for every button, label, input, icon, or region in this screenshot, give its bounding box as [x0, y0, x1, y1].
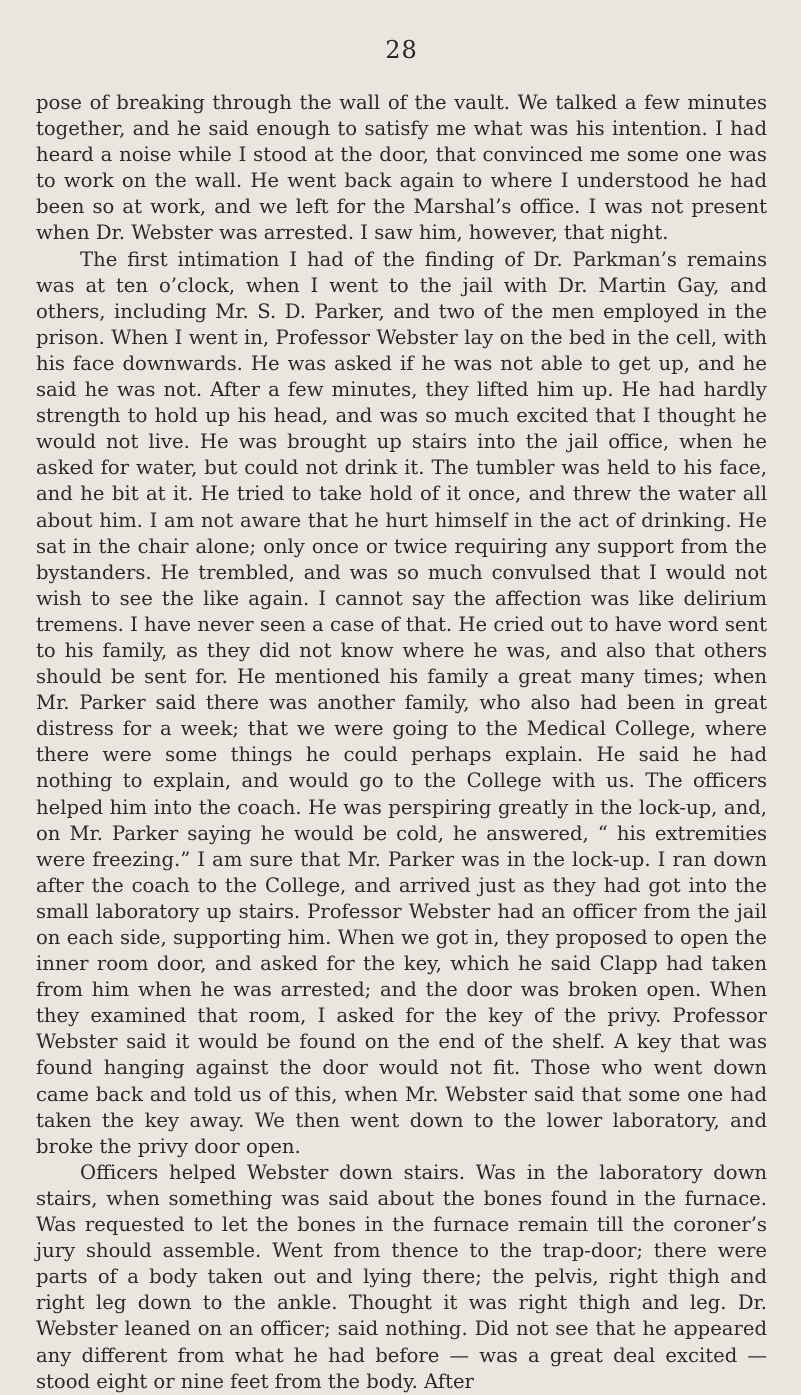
page-body-text	[36, 90, 767, 1395]
paragraph-3: Officers helped Webster down stairs. Was in the laboratory down stairs, when something was said about the bones found in the furnace. Was requested to let the bones in the furnace remain till the coroner’s jury should assemble. Went from thence to the trap-door; there were parts of a body taken out and lying there; the pelvis, right thigh and right leg down to the ankle. Thought it was right thigh and leg. Dr. Webster leaned on an officer; said nothing. Did not see that he appeared any different from what he had before — was a great deal excited — stood eight or nine feet from the body. After	[36, 1160, 767, 1393]
page-number: 28	[385, 36, 418, 64]
paragraph-2: The first intimation I had of the finding of Dr. Parkman’s remains was at ten o’clock, when I went to the jail with Dr. Martin Gay, and others, including Mr. S. D. Parker, and two of the men employed in the prison. When I went in, Professor Webster lay on the bed in the cell, with his face downwards. He was asked if he was not able to get up, and he said he was not. After a few minutes, they lifted him up. He had hardly strength to hold up his head, and was so much excited that I thought he would not live. He was brought up stairs into the jail office, when he asked for water, but could not drink it. The tumbler was held to his face, and he bit at it. He tried to take hold of it once, and threw the water all about him. I am not aware that he hurt himself in the act of drinking. He sat in the chair alone; only once or twice requiring any support from the bystanders. He trembled, and was so much convulsed that I would not wish to see the like again. I cannot say the affection was like delirium tremens. I have never seen a case of that. He cried out to have word sent to his family, as they did not know where he was, and also that others should be sent for. He mentioned his family a great many times; when Mr. Parker said there was another family, who also had been in great distress for a week; that we were going to the Medical College, where there were some things he could perhaps explain. He said he had nothing to explain, and would go to the College with us. The officers helped him into the coach. He was perspiring greatly in the lock-up, and, on Mr. Parker saying he would be cold, he answered, “ his extremities were freezing.” I am sure that Mr. Parker was in the lock-up. I ran down after the coach to the College, and arrived just as they had got into the small laboratory up stairs. Professor Webster had an officer from the jail on each side, supporting him. When we got in, they proposed to open the inner room door, and asked for the key, which he said Clapp had taken from him when he was arrested; and the door was broken open. When they examined that room, I asked for the key of the privy. Professor Webster said it would be found on the end of the shelf. A key that was found hanging against the door would not fit. Those who went down came back and told us of this, when Mr. Webster said that some one had taken the key away. We then went down to the lower laboratory, and broke the privy door open.	[36, 247, 767, 1158]
paragraph-1: pose of breaking through the wall of the vault. We talked a few minutes together, and he said enough to satisfy me what was his intention. I had heard a noise while I stood at the door, that convinced me some one was to work on the wall. He went back again to where I understood he had been so at work, and we left for the Marshal’s office. I was not present when Dr. Webster was arrested. I saw him, however, that night.	[36, 91, 767, 245]
